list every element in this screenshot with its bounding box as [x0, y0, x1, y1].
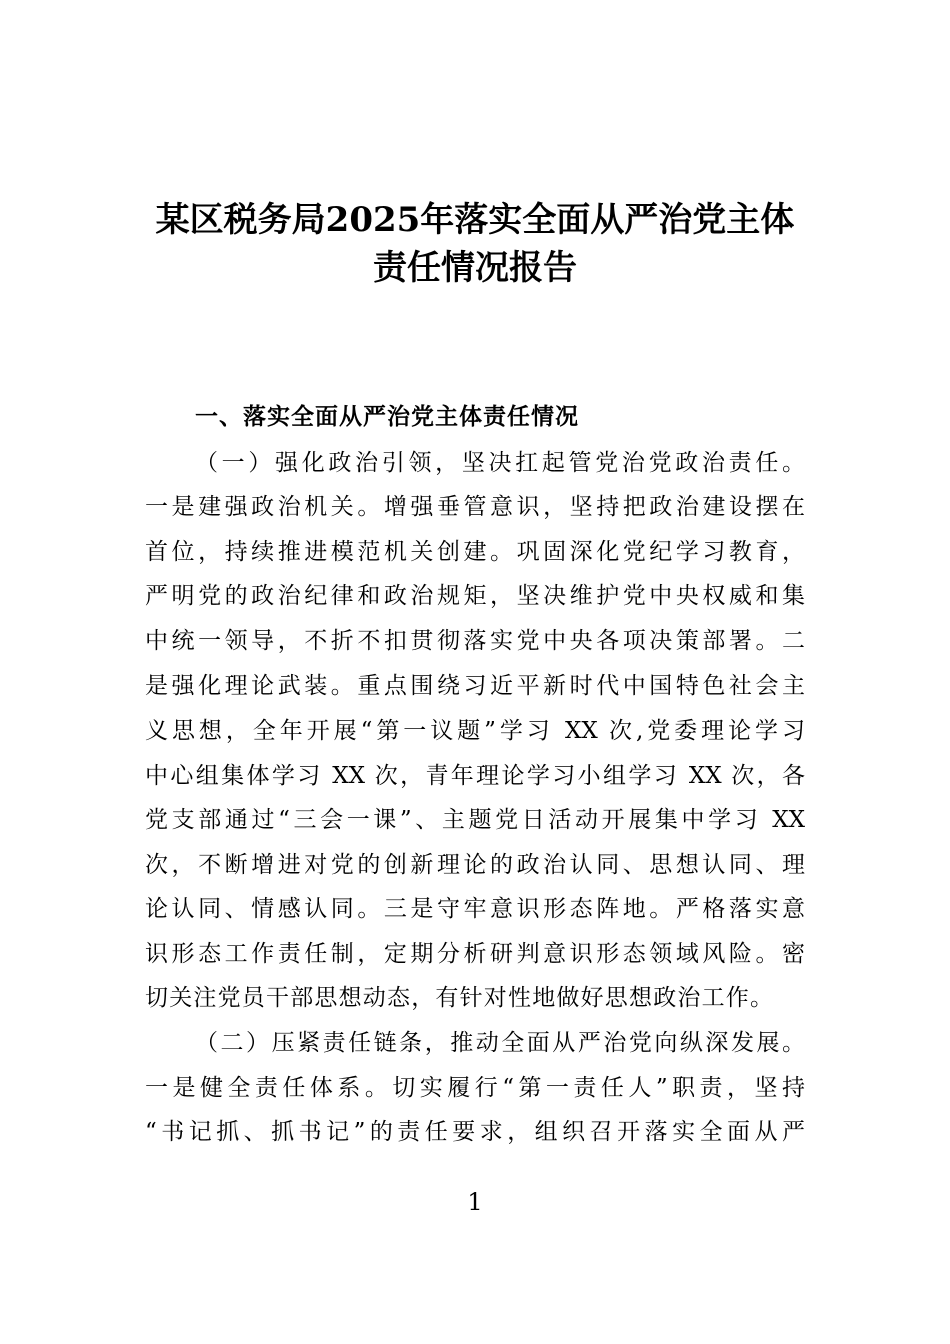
document-title-line-2: 责任情况报告	[373, 248, 577, 288]
body-line: 党支部通过“三会一课”、主题党日活动开展集中学习 XX	[145, 807, 805, 833]
body-line: 次，不断增进对党的创新理论的政治认同、思想认同、理	[145, 852, 805, 878]
body-line: 首位，持续推进模范机关创建。巩固深化党纪学习教育，	[145, 539, 805, 565]
page-number: 1	[467, 1188, 483, 1216]
document-title-line-1: 某区税务局2025年落实全面从严治党主体	[155, 200, 795, 240]
body-line: 中心组集体学习 XX 次，青年理论学习小组学习 XX 次，各	[145, 763, 805, 789]
body-line: 论认同、情感认同。三是守牢意识形态阵地。严格落实意	[145, 896, 805, 922]
body-line: 中统一领导，不折不扣贯彻落实党中央各项决策部署。二	[145, 628, 805, 654]
body-line: 一是健全责任体系。切实履行“第一责任人”职责，坚持	[145, 1075, 805, 1101]
body-line: 一是建强政治机关。增强垂管意识，坚持把政治建设摆在	[145, 494, 805, 520]
body-line: 严明党的政治纪律和政治规矩，坚决维护党中央权威和集	[145, 583, 805, 609]
body-line: （二）压紧责任链条，推动全面从严治党向纵深发展。	[195, 1030, 805, 1056]
body-line: 识形态工作责任制，定期分析研判意识形态领域风险。密	[145, 941, 805, 967]
body-line: “书记抓、抓书记”的责任要求，组织召开落实全面从严	[145, 1119, 805, 1145]
body-line: 义思想，全年开展“第一议题”学习 XX 次,党委理论学习	[145, 718, 805, 744]
section-heading: 一、落实全面从严治党主体责任情况	[195, 404, 579, 430]
body-line: 是强化理论武装。重点围绕习近平新时代中国特色社会主	[145, 673, 805, 699]
body-line: （一）强化政治引领，坚决扛起管党治党政治责任。	[195, 450, 805, 476]
body-line: 切关注党员干部思想动态，有针对性地做好思想政治工作。	[145, 985, 773, 1011]
